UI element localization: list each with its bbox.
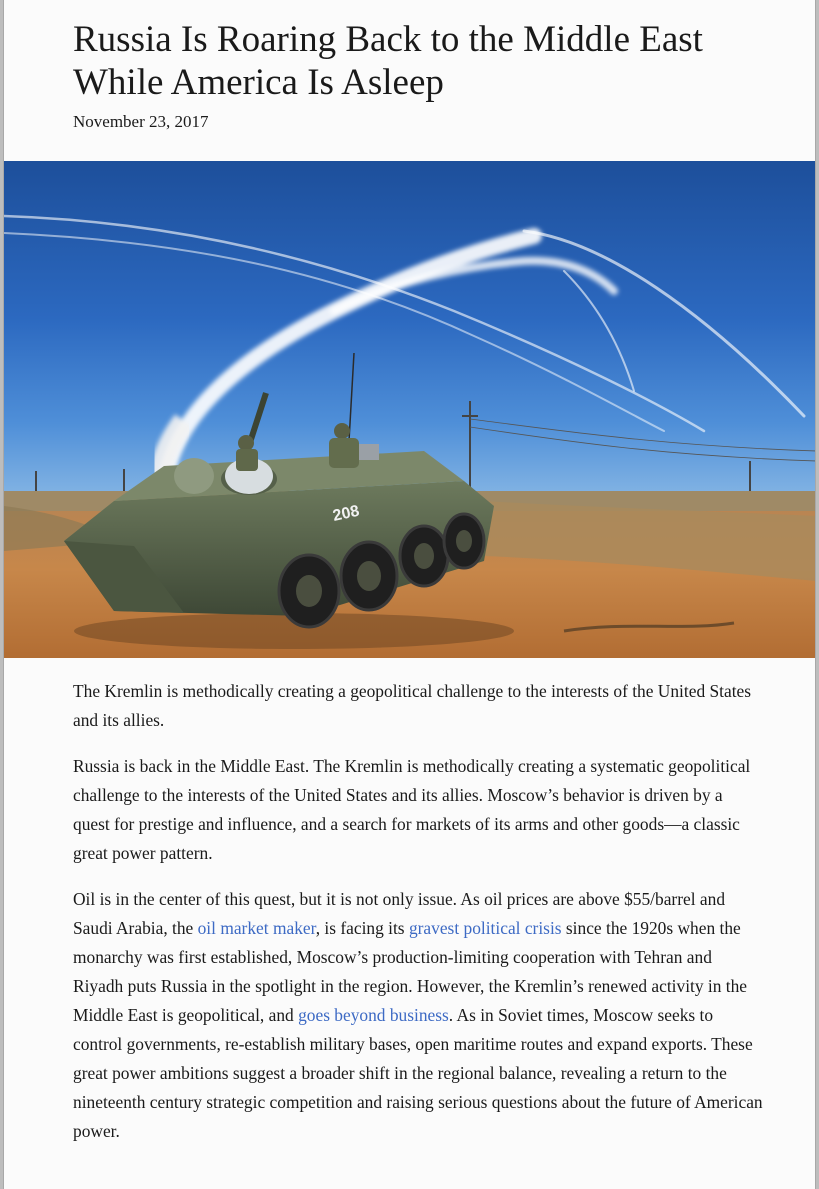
paragraph-text: . As in Soviet times, Moscow seeks to control governments, re-establish military bases, open maritime routes and expand exports. These great power ambitions suggest a broader shift in the regional balance, revealing a return to the nineteenth century strategic competition and raising serious questions about the future of American power.: [73, 1005, 763, 1141]
link-goes-beyond-business[interactable]: goes beyond business: [298, 1005, 449, 1025]
link-oil-market-maker[interactable]: oil market maker: [197, 918, 316, 938]
article-page: [3, 0, 816, 1189]
paragraph-text: since the 1920s when the monarchy was first established, Moscow’s production-limiting cooperation with Tehran and Riyadh puts Russia in the spotlight in the region. However, the Kremlin’s renewed activity in the Middle East is geopolitical, and: [73, 918, 748, 1025]
hero-photo: [4, 161, 816, 658]
article-title: Russia Is Roaring Back to the Middle East While America Is Asleep: [73, 19, 703, 103]
paragraph: The Kremlin is methodically creating a geopolitical challenge to the interests of the United States and its allies.: [73, 681, 752, 730]
paragraph-text: Oil is in the center of this quest, but it is not only issue. As oil prices are above $55/barrel and Saudi Arabia, the: [73, 889, 726, 938]
link-gravest-political-crisis[interactable]: gravest political crisis: [408, 918, 562, 938]
paragraph: [73, 885, 763, 1146]
vehicle-number: 208: [331, 502, 361, 525]
article-date: November 23, 2017: [73, 112, 209, 131]
paragraph-text: , is facing its: [315, 918, 409, 938]
hero-image: [4, 161, 816, 658]
paragraph: Russia is back in the Middle East. The Kremlin is methodically creating a systematic geopolitical challenge to the interests of the United States and its allies. Moscow’s behavior is driven by a quest for prestige and influence, and a search for markets of its arms and other goods—a classic great power pattern.: [73, 756, 751, 863]
article-body: [73, 677, 763, 1163]
